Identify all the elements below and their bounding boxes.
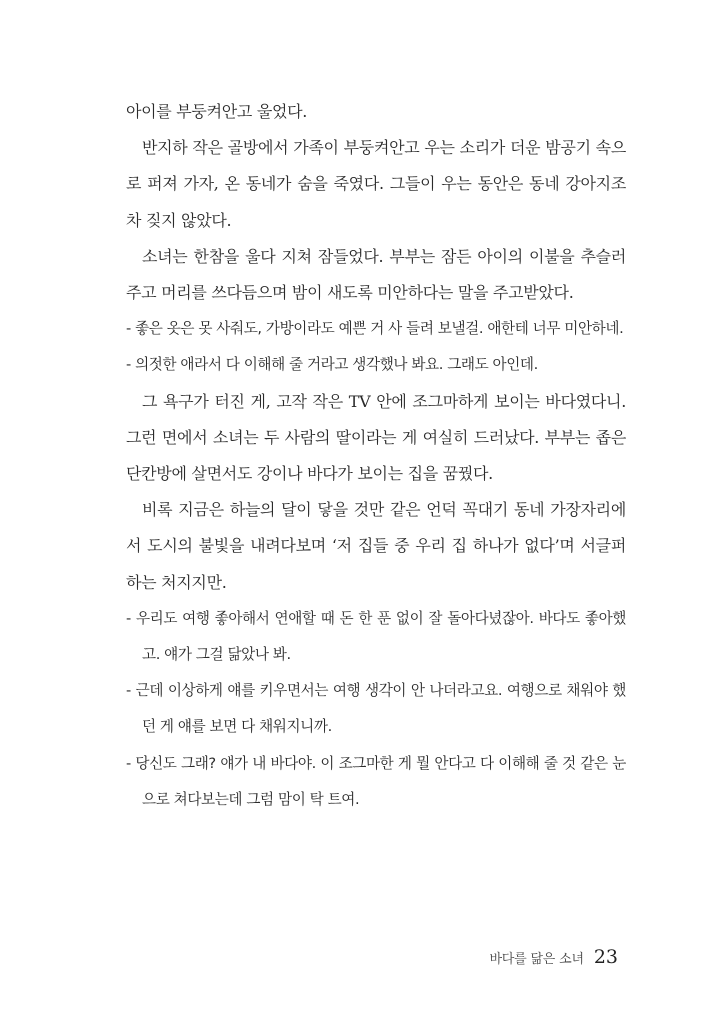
dialogue-line-1: - 좋은 옷은 못 사줘도, 가방이라도 예쁜 거 사 들려 보낼걸. 애한테 너무 미안하네. <box>126 320 624 338</box>
dialogue-line-4: - 근데 이상하게 얘를 키우면서는 여행 생각이 안 나더라고요. 여행으로 채워야 했던 게 얘를 보면 다 채워지니까. <box>126 682 626 736</box>
paragraph-1: 아이를 부둥켜안고 울었다. <box>126 102 308 121</box>
body-text <box>126 94 626 818</box>
page-footer <box>489 946 618 968</box>
paragraph-4: 그 욕구가 터진 게, 고작 작은 TV 안에 조그마하게 보이는 바다였다니. 그런 면에서 소녀는 두 사람의 딸이라는 게 여실히 드러났다. 부부는 좁은 단칸방에 살면서도 강이나 바다가 보이는 집을 꿈꿨다. <box>126 391 626 484</box>
paragraph-2: 반지하 작은 골방에서 가족이 부둥켜안고 우는 소리가 더운 밤공기 속으로 퍼져 가자, 온 동네가 숨을 죽였다. 그들이 우는 동안은 동네 강아지조차 짖지 않았다. <box>126 138 626 230</box>
paragraph-3: 소녀는 한참을 울다 지쳐 잠들었다. 부부는 잠든 아이의 이불을 추슬러 주고 머리를 쓰다듬으며 밤이 새도록 미안하다는 말을 주고받았다. <box>126 246 626 303</box>
dialogue-line-2: - 의젓한 애라서 다 이해해 줄 거라고 생각했나 봐요. 그래도 아인데. <box>126 356 538 374</box>
dialogue-line-3: - 우리도 여행 좋아해서 연애할 때 돈 한 푼 없이 잘 돌아다녔잖아. 바다도 좋아했고. 얘가 그걸 닮았나 봐. <box>126 609 626 664</box>
page-number: 23 <box>593 946 618 968</box>
dialogue-line-5: - 당신도 그래? 얘가 내 바다야. 이 조그마한 게 뭘 안다고 다 이해해 줄 것 같은 눈으로 쳐다보는데 그럼 맘이 탁 트여. <box>126 754 626 808</box>
paragraph-5: 비록 지금은 하늘의 달이 닿을 것만 같은 언덕 꼭대기 동네 가장자리에서 도시의 불빛을 내려다보며 ‘저 집들 중 우리 집 하나가 없다’며 서글퍼하는 처지지만. <box>126 500 626 592</box>
running-book-title: 바다를 닮은 소녀 <box>489 952 584 967</box>
